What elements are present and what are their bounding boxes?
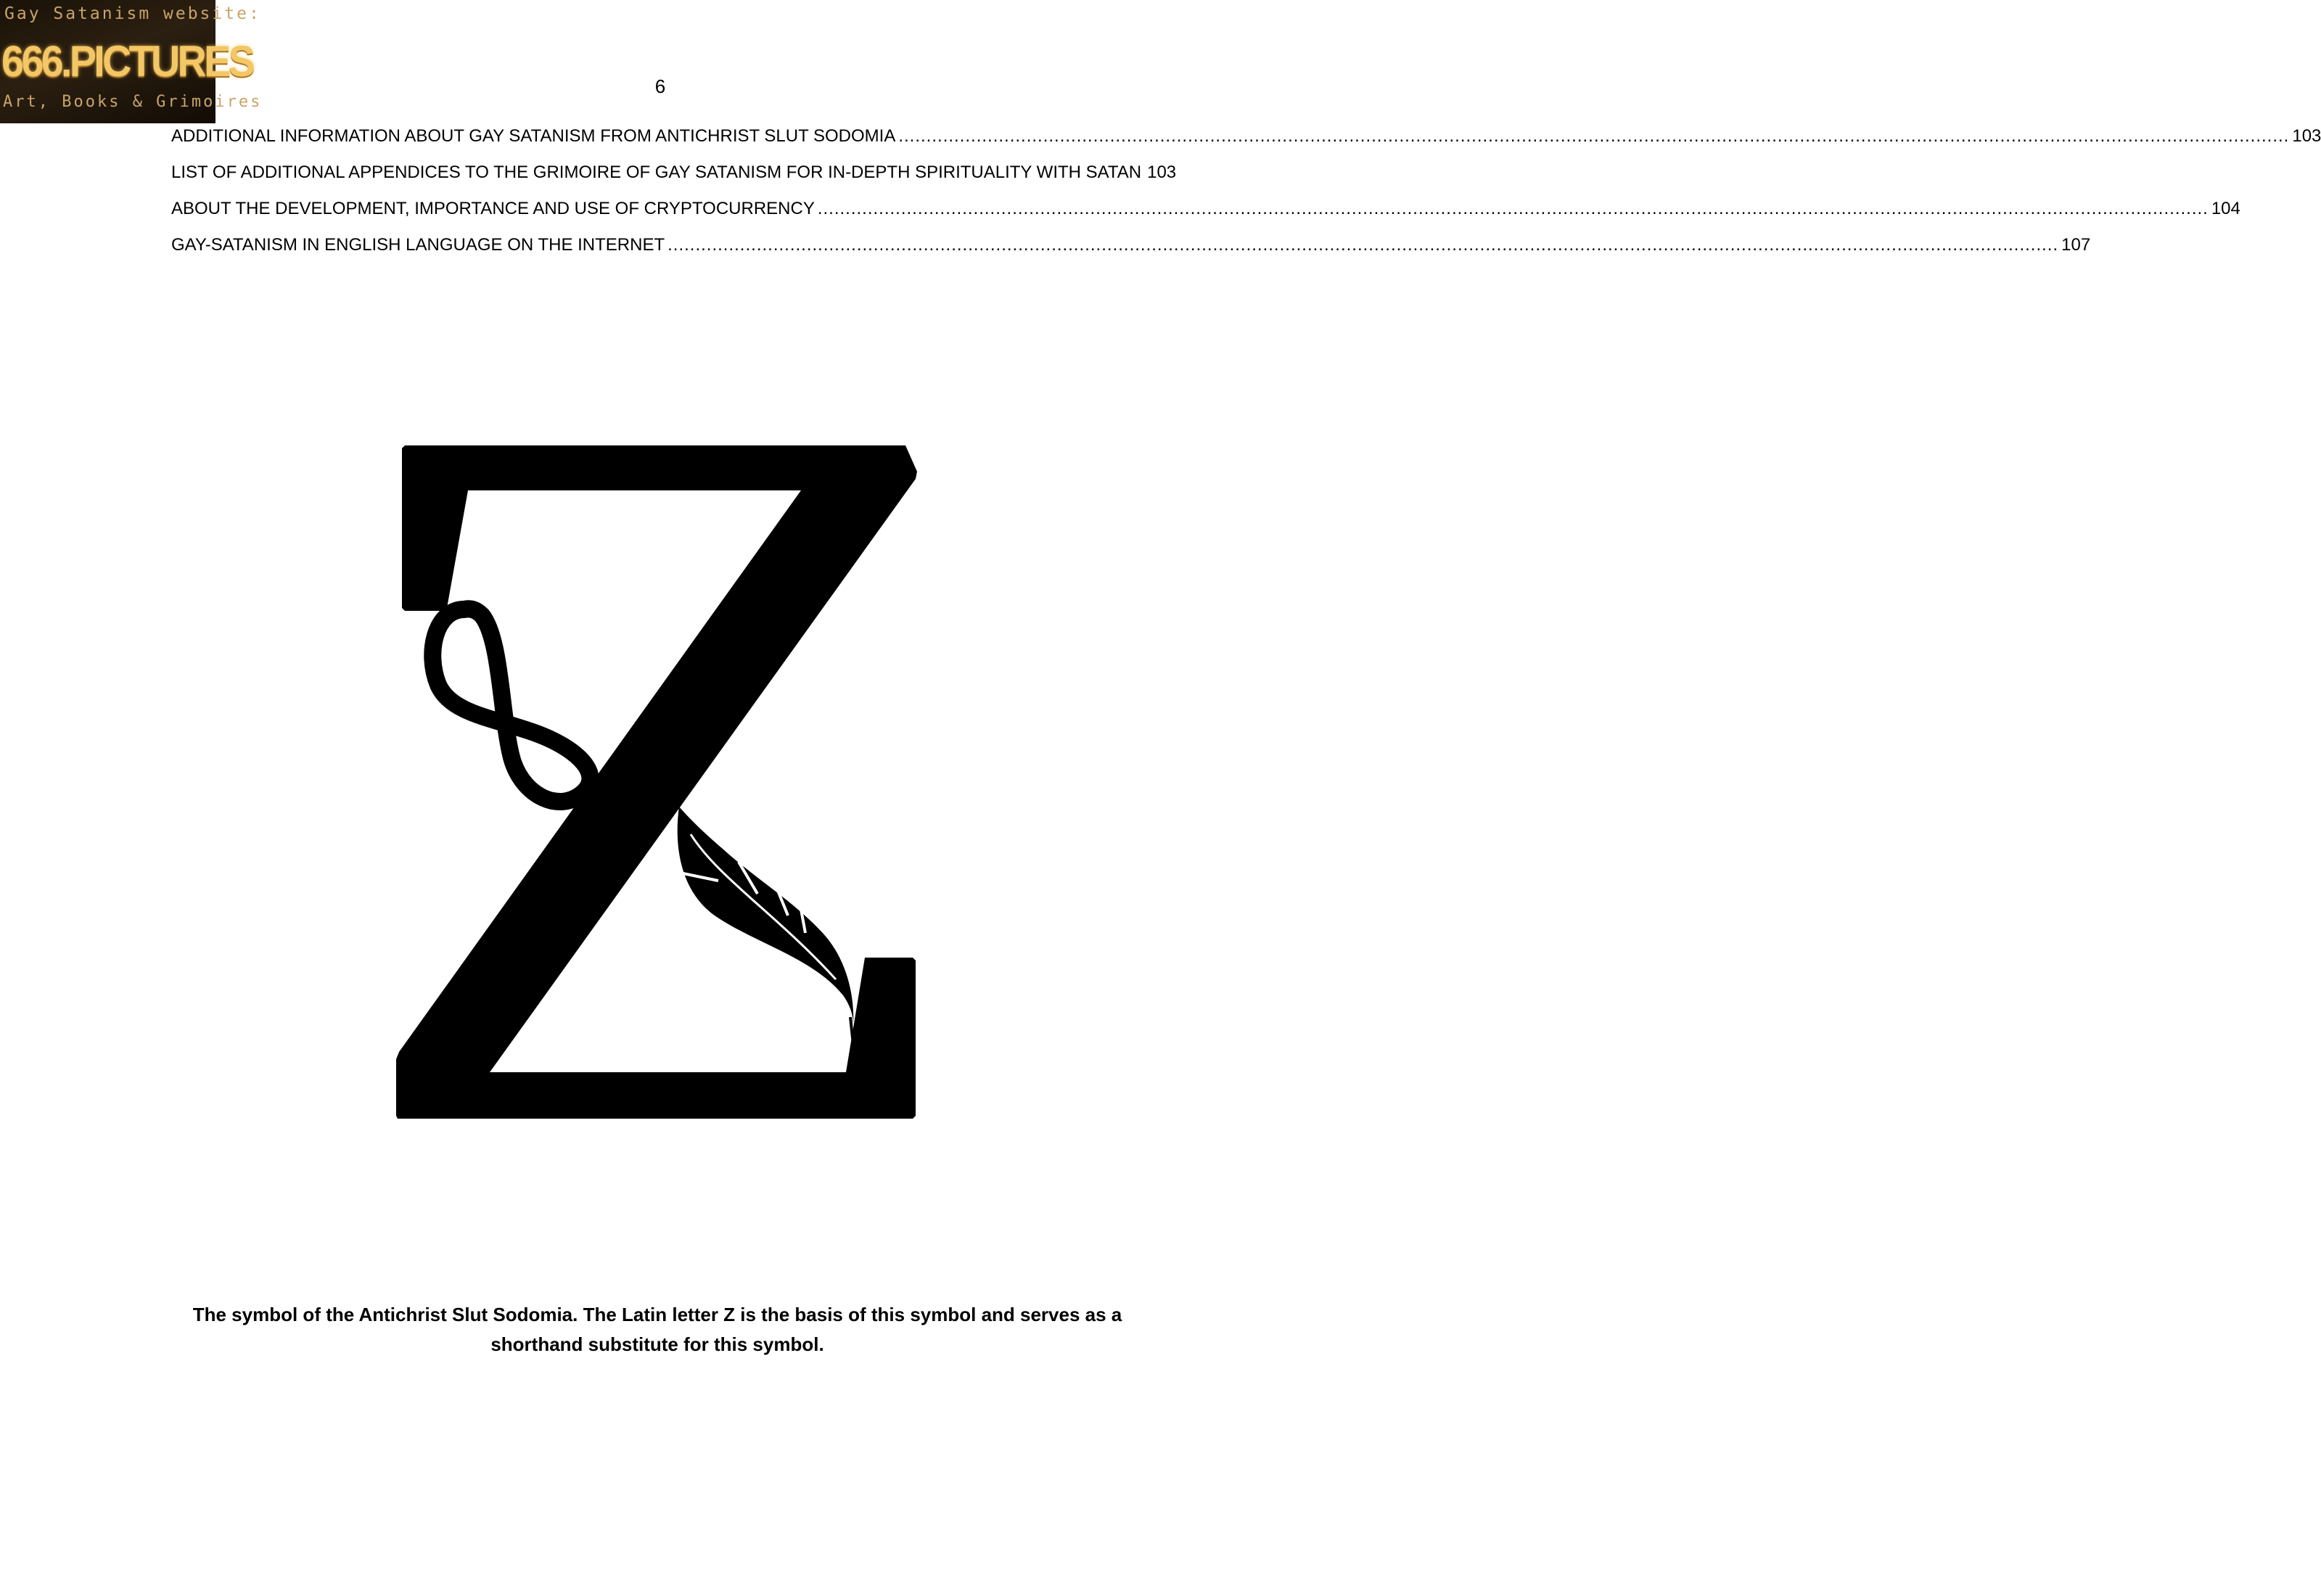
toc-entry[interactable] [171,126,2321,163]
toc-entry-page: 104 [2211,199,2240,218]
site-logo [0,0,263,123]
logo-tagline-top: Gay Satanism website: [4,4,261,23]
symbol-caption: The symbol of the Antichrist Slut Sodomia. The Latin letter Z is the basis of this symbol and serves as a shorthand substitute for this symbol. [192,1304,1122,1355]
z-letter-shape [396,445,917,1119]
sodomia-z-symbol [392,441,929,1138]
page-number: 6 [654,75,666,97]
toc-entry-title: GAY-SATANISM IN ENGLISH LANGUAGE ON THE INTERNET [171,235,665,255]
infinity-icon [432,609,590,802]
logo-tagline-bottom: Art, Books & Grimoires [3,93,263,111]
toc-leader-dots [818,199,2209,219]
toc-entry-title: ADDITIONAL INFORMATION ABOUT GAY SATANISM FROM ANTICHRIST SLUT SODOMIA [171,126,896,146]
toc-entry[interactable] [171,235,2091,271]
toc-entry[interactable] [171,163,1177,199]
table-of-contents [171,126,2321,271]
toc-leader-dots [667,235,2058,255]
toc-entry-title: ABOUT THE DEVELOPMENT, IMPORTANCE AND USE OF CRYPTOCURRENCY [171,199,815,218]
quill-feather-icon [676,807,853,1045]
toc-entry[interactable] [171,199,2240,235]
logo-wordmark: 666.PICTURES [1,37,253,86]
toc-entry-page: 103 [1147,163,1177,182]
toc-leader-dots [898,126,2289,147]
toc-entry-page: 103 [2292,126,2321,146]
toc-entry-page: 107 [2061,235,2091,255]
toc-entry-title: LIST OF ADDITIONAL APPENDICES TO THE GRIMOIRE OF GAY SATANISM FOR IN-DEPTH SPIRITUALITY WITH SATAN [171,163,1142,182]
